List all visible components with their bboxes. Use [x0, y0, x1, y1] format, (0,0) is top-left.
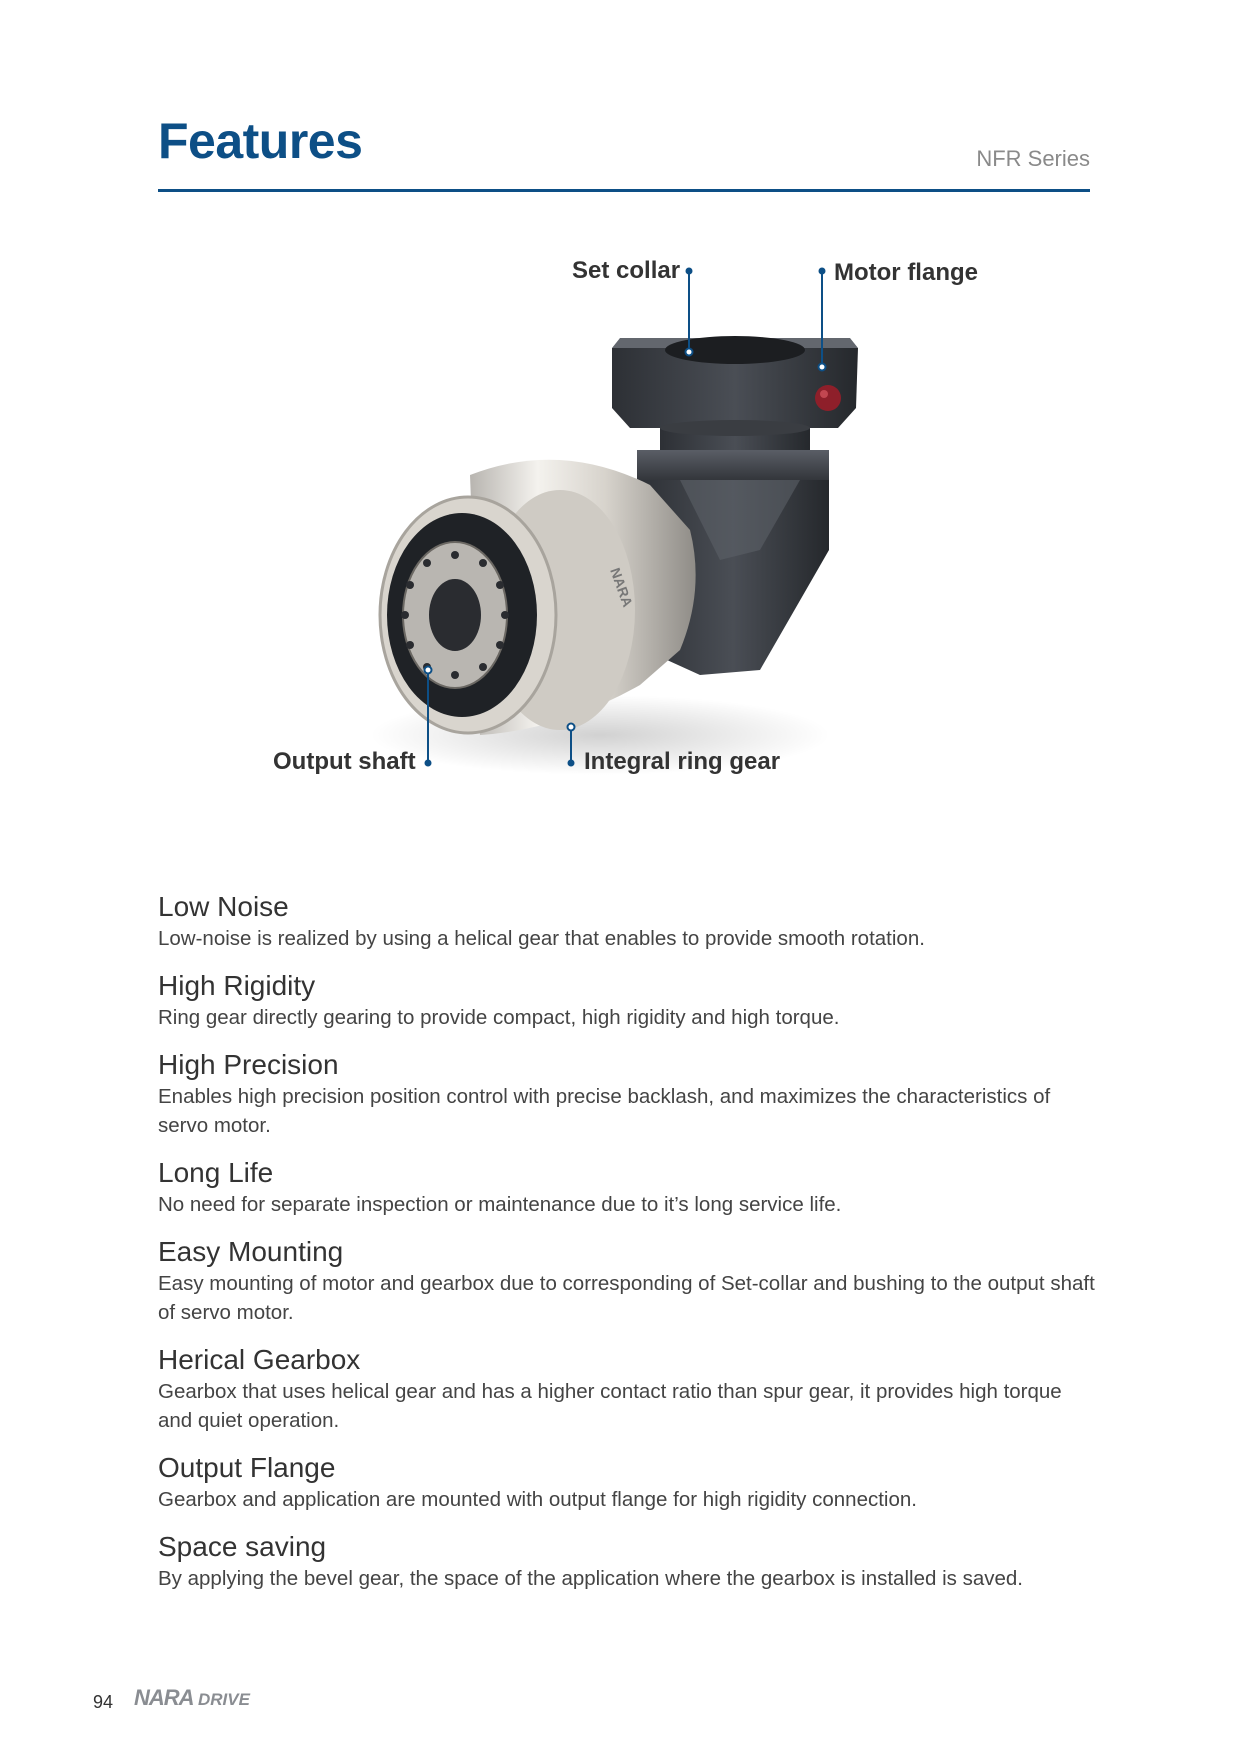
feature-title: Easy Mounting — [158, 1236, 344, 1267]
feature-title: High Precision — [158, 1049, 339, 1080]
feature-title: Output Flange — [158, 1452, 336, 1483]
feature-item — [158, 890, 1098, 953]
feature-item — [158, 1530, 1098, 1593]
feature-title: Low Noise — [158, 891, 289, 922]
feature-description: Ring gear directly gearing to provide compact, high rigidity and high torque. — [158, 1006, 840, 1029]
feature-title: Herical Gearbox — [158, 1344, 361, 1375]
feature-description: Enables high precision position control with precise backlash, and maximizes the characteristics of servo motor. — [158, 1085, 1051, 1137]
feature-item — [158, 1048, 1098, 1140]
svg-text:DRIVE: DRIVE — [198, 1690, 250, 1709]
feature-title: Space saving — [158, 1531, 327, 1562]
feature-title: Long Life — [158, 1157, 274, 1188]
feature-item — [158, 969, 1098, 1032]
feature-description: Easy mounting of motor and gearbox due to corresponding of Set-collar and bushing to the output shaft of servo motor. — [158, 1272, 1095, 1324]
page-title: Features — [158, 113, 363, 169]
brand-logo — [132, 1682, 272, 1717]
callout-output-shaft: Output shaft — [273, 748, 416, 775]
svg-text:NARA: NARA — [134, 1685, 194, 1710]
feature-title: High Rigidity — [158, 970, 316, 1001]
feature-description: Gearbox that uses helical gear and has a higher contact ratio than spur gear, it provides high torque and quiet operation. — [158, 1380, 1062, 1432]
header-divider — [158, 189, 1090, 192]
feature-description: Low-noise is realized by using a helical gear that enables to provide smooth rotation. — [158, 927, 925, 950]
feature-item — [158, 1156, 1098, 1219]
feature-item — [158, 1451, 1098, 1514]
callout-motor-flange: Motor flange — [834, 259, 978, 286]
features-list — [158, 890, 1098, 1609]
callout-set-collar: Set collar — [572, 257, 681, 284]
product-marking: NARA — [607, 565, 637, 610]
feature-item — [158, 1235, 1098, 1327]
feature-description: Gearbox and application are mounted with output flange for high rigidity connection. — [158, 1488, 917, 1511]
callout-integral-ring-gear: Integral ring gear — [584, 748, 781, 775]
product-figure — [0, 230, 1240, 850]
feature-item — [158, 1343, 1098, 1435]
feature-description: By applying the bevel gear, the space of the application where the gearbox is installed is saved. — [158, 1567, 1023, 1590]
page-number: 94 — [93, 1692, 114, 1712]
series-label: NFR Series — [976, 146, 1090, 171]
feature-description: No need for separate inspection or maintenance due to it’s long service life. — [158, 1193, 842, 1216]
